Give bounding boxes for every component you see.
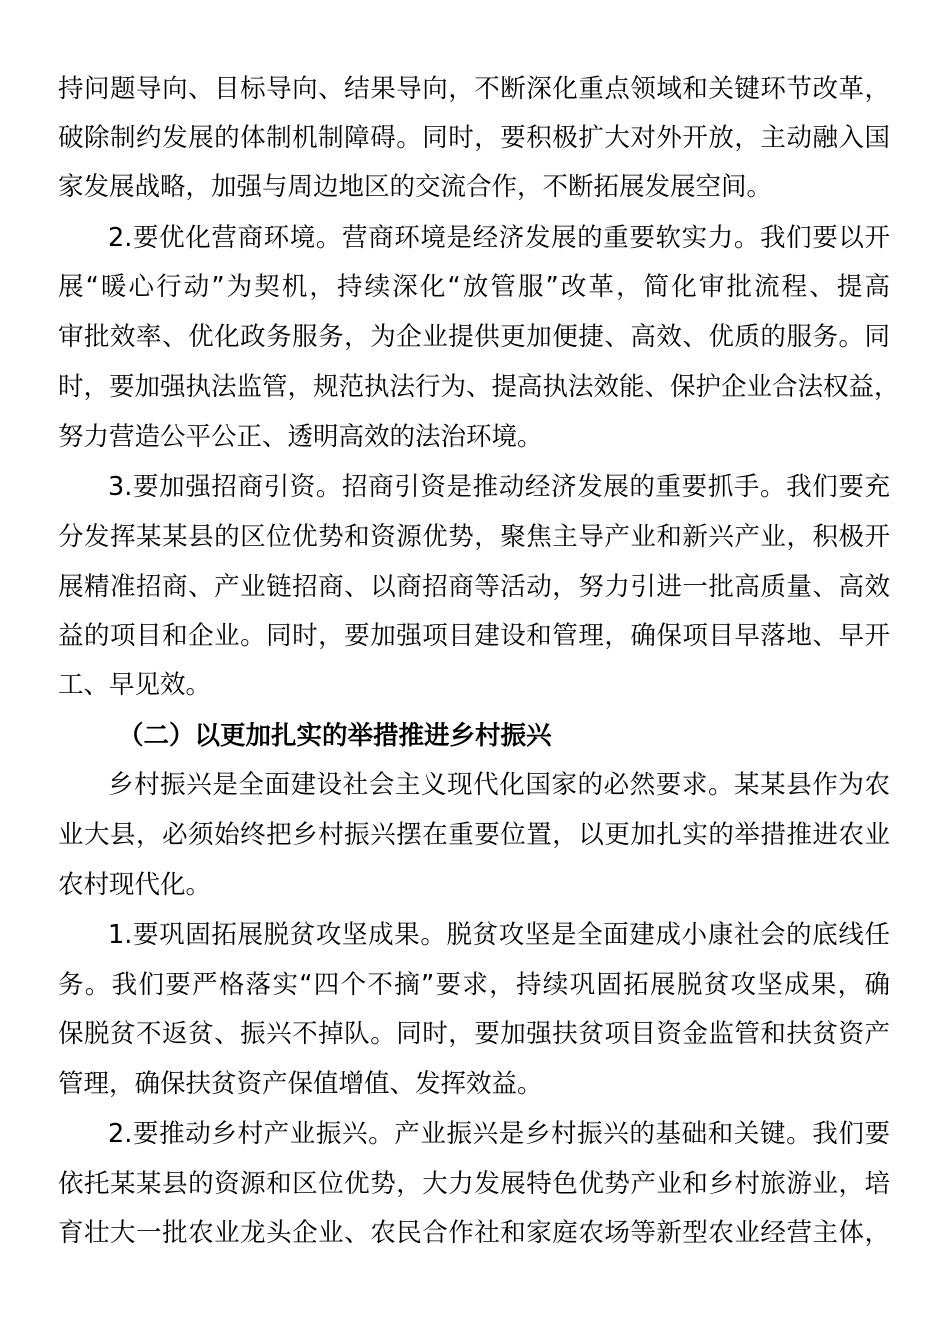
paragraph-line: 1.要巩固拓展脱贫攻坚成果。脱贫攻坚是全面建成小康社会的底线任 [108,920,890,950]
paragraph-line: 保脱贫不返贫、振兴不掉队。同时，要加强扶贫项目资金监管和扶贫资产 [58,1019,890,1049]
paragraph-line: 家发展战略，加强与周边地区的交流合作，不断拓展发展空间。 [58,172,773,202]
paragraph-line: 3.要加强招商引资。招商引资是推动经济发展的重要抓手。我们要充 [108,472,890,502]
paragraph-line: 持问题导向、目标导向、结果导向，不断深化重点领域和关键环节改革， [58,74,890,104]
paragraph-line: 审批效率、优化政务服务，为企业提供更加便捷、高效、优质的服务。同 [58,322,890,352]
paragraph-line: 管理，确保扶贫资产保值增值、发挥效益。 [58,1069,543,1099]
paragraph-line: 分发挥某某县的区位优势和资源优势，聚焦主导产业和新兴产业，积极开 [58,522,890,552]
paragraph-line: 破除制约发展的体制机制障碍。同时，要积极扩大对外开放，主动融入国 [58,123,890,153]
paragraph-line: 工、早见效。 [58,670,212,700]
paragraph-line: 业大县，必须始终把乡村振兴摆在重要位置，以更加扎实的举措推进农业 [58,820,890,850]
paragraph-line: 乡村振兴是全面建设社会主义现代化国家的必然要求。某某县作为农 [108,770,890,800]
paragraph-line: 2.要推动乡村产业振兴。产业振兴是乡村振兴的基础和关键。我们要 [108,1119,890,1149]
paragraph-line: 依托某某县的资源和区位优势，大力发展特色优势产业和乡村旅游业，培 [58,1169,890,1199]
paragraph-line: 展“暖心行动”为契机，持续深化“放管服”改革，简化审批流程、提高 [58,272,890,302]
paragraph-line: 展精准招商、产业链招商、以商招商等活动，努力引进一批高质量、高效 [58,572,890,602]
paragraph-line: 务。我们要严格落实“四个不摘”要求，持续巩固拓展脱贫攻坚成果，确 [58,970,890,1000]
paragraph-line: 时，要加强执法监管，规范执法行为、提高执法效能、保护企业合法权益， [58,372,900,402]
paragraph-line: 益的项目和企业。同时，要加强项目建设和管理，确保项目早落地、早开 [58,621,890,651]
section-heading: （二）以更加扎实的举措推进乡村振兴 [118,721,552,751]
paragraph-line: 努力营造公平公正、透明高效的法治环境。 [58,422,543,452]
paragraph-line: 2.要优化营商环境。营商环境是经济发展的重要软实力。我们要以开 [108,223,890,253]
paragraph-line: 育壮大一批农业龙头企业、农民合作社和家庭农场等新型农业经营主体， [58,1218,890,1248]
paragraph-line: 农村现代化。 [58,870,212,900]
